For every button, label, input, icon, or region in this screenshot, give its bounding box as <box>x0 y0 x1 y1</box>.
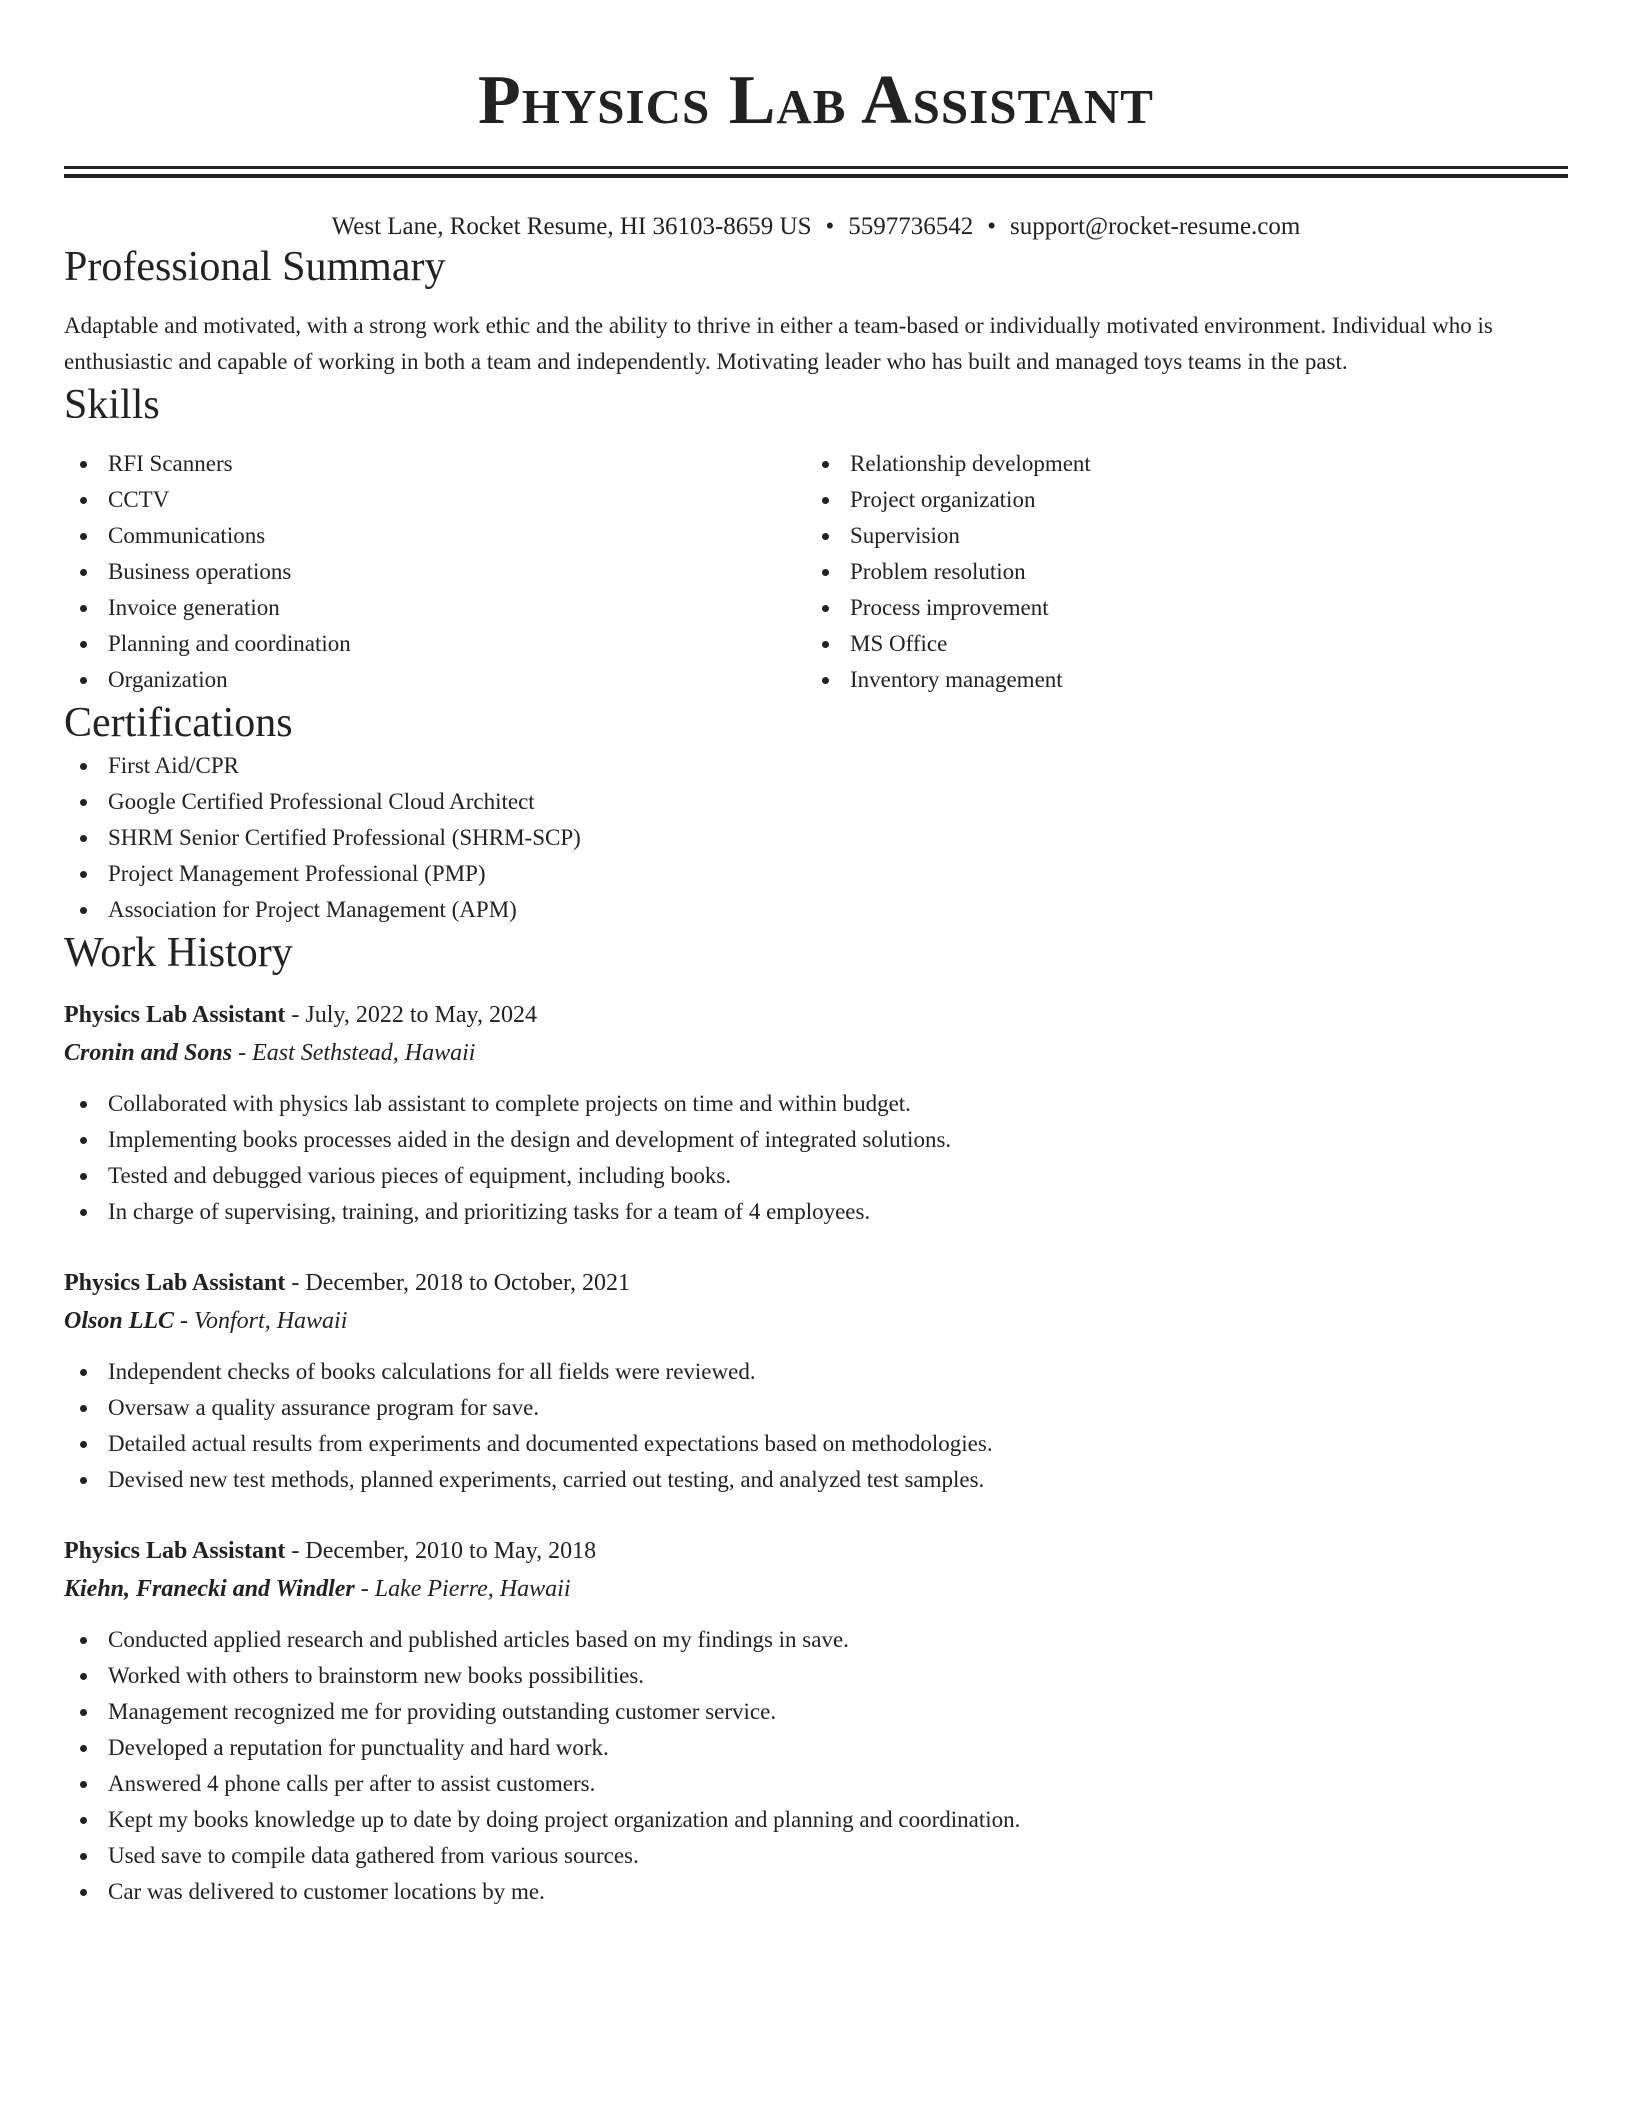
job-entry <box>64 1532 1568 1910</box>
job-title: Physics Lab Assistant <box>64 1002 286 1028</box>
job-dash: - <box>174 1308 195 1334</box>
job-company: Kiehn, Franecki and Windler <box>64 1576 355 1602</box>
work-history-heading: Work History <box>64 930 293 976</box>
job-dates: December, 2018 to October, 2021 <box>305 1270 631 1296</box>
job-entry <box>64 996 1568 1230</box>
skill-item: Process improvement <box>806 590 1548 626</box>
job-dash: - <box>285 1002 306 1028</box>
job-company-line <box>64 1302 1568 1340</box>
job-title: Physics Lab Assistant <box>64 1538 286 1564</box>
job-bullet: Used save to compile data gathered from various sources. <box>64 1838 1568 1874</box>
job-bullet: Management recognized me for providing outstanding customer service. <box>64 1694 1568 1730</box>
job-bullet: Oversaw a quality assurance program for save. <box>64 1390 1568 1426</box>
job-title: Physics Lab Assistant <box>64 1270 286 1296</box>
skill-item: CCTV <box>64 482 806 518</box>
job-dash: - <box>285 1538 306 1564</box>
job-location: Lake Pierre, Hawaii <box>374 1576 571 1602</box>
skill-item: Supervision <box>806 518 1548 554</box>
contact-email: support@rocket-resume.com <box>1010 213 1301 240</box>
resume-page <box>64 0 1568 1910</box>
skills-left-list <box>64 446 806 698</box>
job-dash: - <box>285 1270 306 1296</box>
job-bullet: Car was delivered to customer locations by me. <box>64 1874 1568 1910</box>
skill-item: Business operations <box>64 554 806 590</box>
job-title-line <box>64 996 1568 1034</box>
skill-item: Planning and coordination <box>64 626 806 662</box>
job-company-line <box>64 1570 1568 1608</box>
summary-text: Adaptable and motivated, with a strong work ethic and the ability to thrive in either a team-based or individually motivated environment. Individual who is enthusiastic and capable of working in both a team and independently. Motivating leader who has built and managed toys teams in the past. <box>64 313 1493 374</box>
skill-item: Organization <box>64 662 806 698</box>
job-bullet: Answered 4 phone calls per after to assist customers. <box>64 1766 1568 1802</box>
job-location: Vonfort, Hawaii <box>194 1308 348 1334</box>
skills-left-column <box>64 446 806 698</box>
skills-right-list <box>806 446 1548 698</box>
job-location: East Sethstead, Hawaii <box>252 1040 476 1066</box>
skills-columns <box>64 446 1568 698</box>
job-bullet: Worked with others to brainstorm new books possibilities. <box>64 1658 1568 1694</box>
job-company: Olson LLC <box>64 1308 175 1334</box>
job-entry <box>64 1264 1568 1498</box>
job-bullet: Independent checks of books calculations for all fields were reviewed. <box>64 1354 1568 1390</box>
job-bullet: Devised new test methods, planned experiments, carried out testing, and analyzed test samples. <box>64 1462 1568 1498</box>
contact-phone: 5597736542 <box>848 213 974 240</box>
skill-item: MS Office <box>806 626 1548 662</box>
skill-item: Relationship development <box>806 446 1548 482</box>
job-title-line <box>64 1532 1568 1570</box>
contact-line <box>64 212 1568 242</box>
job-dates: July, 2022 to May, 2024 <box>305 1002 537 1028</box>
job-dash: - <box>354 1576 375 1602</box>
certification-item: SHRM Senior Certified Professional (SHRM-SCP) <box>64 820 1568 856</box>
skills-heading: Skills <box>64 382 160 428</box>
skill-item: Problem resolution <box>806 554 1548 590</box>
contact-separator: • <box>987 213 997 240</box>
job-company-line <box>64 1034 1568 1072</box>
title-double-rule <box>64 166 1568 178</box>
job-bullet: Conducted applied research and published articles based on my findings in save. <box>64 1622 1568 1658</box>
job-company: Cronin and Sons <box>64 1040 233 1066</box>
skill-item: Inventory management <box>806 662 1548 698</box>
job-bullet: Collaborated with physics lab assistant to complete projects on time and within budget. <box>64 1086 1568 1122</box>
job-title-line <box>64 1264 1568 1302</box>
job-bullets <box>64 1354 1568 1498</box>
skill-item: Project organization <box>806 482 1548 518</box>
skills-right-column <box>806 446 1548 698</box>
contact-address: West Lane, Rocket Resume, HI 36103-8659 US <box>331 213 812 240</box>
certifications-list <box>64 748 1568 928</box>
certification-item: Association for Project Management (APM) <box>64 892 1568 928</box>
certifications-heading: Certifications <box>64 700 293 746</box>
certification-item: First Aid/CPR <box>64 748 1568 784</box>
summary-heading: Professional Summary <box>64 244 446 290</box>
job-bullet: Developed a reputation for punctuality and hard work. <box>64 1730 1568 1766</box>
job-bullets <box>64 1086 1568 1230</box>
job-bullet: Tested and debugged various pieces of equipment, including books. <box>64 1158 1568 1194</box>
job-bullet: Kept my books knowledge up to date by doing project organization and planning and coordination. <box>64 1802 1568 1838</box>
certification-item: Project Management Professional (PMP) <box>64 856 1568 892</box>
skill-item: Invoice generation <box>64 590 806 626</box>
job-bullet: In charge of supervising, training, and prioritizing tasks for a team of 4 employees. <box>64 1194 1568 1230</box>
skill-item: Communications <box>64 518 806 554</box>
job-bullet: Implementing books processes aided in the design and development of integrated solutions. <box>64 1122 1568 1158</box>
certification-item: Google Certified Professional Cloud Architect <box>64 784 1568 820</box>
skill-item: RFI Scanners <box>64 446 806 482</box>
contact-separator: • <box>825 213 835 240</box>
job-bullets <box>64 1622 1568 1910</box>
job-bullet: Detailed actual results from experiments and documented expectations based on methodologies. <box>64 1426 1568 1462</box>
resume-title: Physics Lab Assistant <box>478 62 1154 139</box>
job-dates: December, 2010 to May, 2018 <box>305 1538 597 1564</box>
job-dash: - <box>232 1040 253 1066</box>
